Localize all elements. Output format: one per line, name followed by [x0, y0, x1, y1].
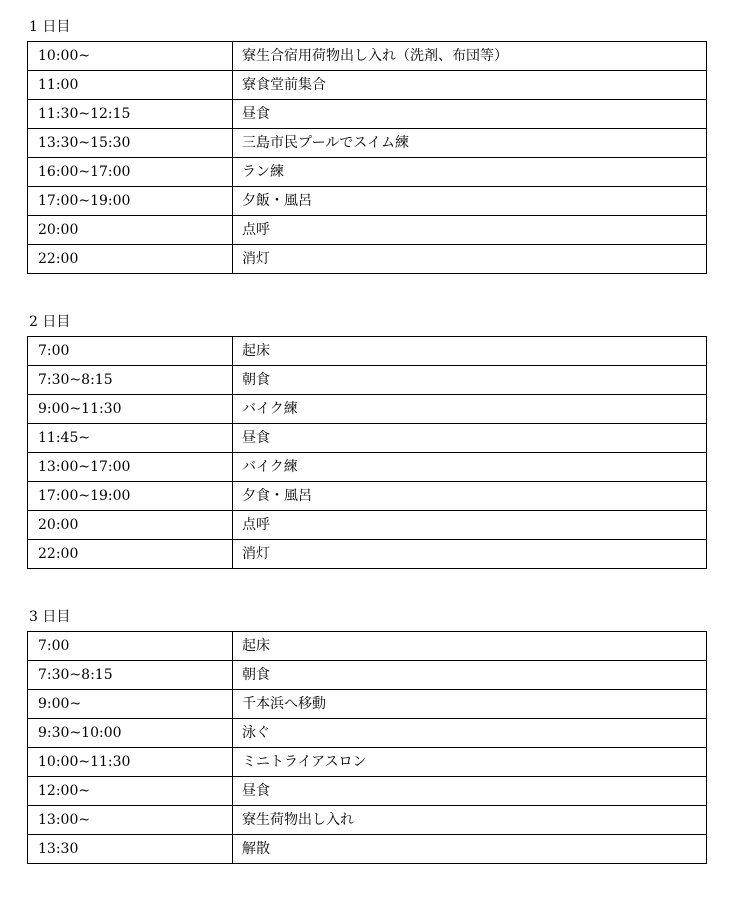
- day-2-schedule-table: [27, 336, 707, 569]
- time-cell: 11:00: [28, 71, 233, 100]
- table-row: [28, 540, 707, 569]
- table-row: [28, 482, 707, 511]
- time-cell: 13:00~: [28, 806, 233, 835]
- activity-cell: 消灯: [233, 245, 707, 274]
- activity-cell: 昼食: [233, 100, 707, 129]
- table-row: [28, 337, 707, 366]
- day-3-heading: 3 日目: [29, 609, 71, 625]
- table-row: [28, 129, 707, 158]
- table-row: [28, 424, 707, 453]
- activity-cell: 夕飯・風呂: [233, 187, 707, 216]
- activity-cell: 点呼: [233, 511, 707, 540]
- time-cell: 7:30~8:15: [28, 366, 233, 395]
- day-2-heading: 2 日目: [29, 314, 71, 330]
- day-1-schedule-table: [27, 41, 707, 274]
- time-cell: 9:00~: [28, 690, 233, 719]
- activity-cell: 朝食: [233, 366, 707, 395]
- table-row: [28, 245, 707, 274]
- activity-cell: 昼食: [233, 777, 707, 806]
- table-row: [28, 187, 707, 216]
- time-cell: 20:00: [28, 216, 233, 245]
- activity-cell: 起床: [233, 337, 707, 366]
- table-row: [28, 719, 707, 748]
- time-cell: 12:00~: [28, 777, 233, 806]
- time-cell: 7:00: [28, 632, 233, 661]
- day-1-heading: 1 日目: [29, 19, 71, 35]
- activity-cell: 起床: [233, 632, 707, 661]
- activity-cell: ミニトライアスロン: [233, 748, 707, 777]
- time-cell: 7:00: [28, 337, 233, 366]
- activity-cell: 夕食・風呂: [233, 482, 707, 511]
- table-row: [28, 216, 707, 245]
- time-cell: 7:30~8:15: [28, 661, 233, 690]
- time-cell: 11:30~12:15: [28, 100, 233, 129]
- table-row: [28, 453, 707, 482]
- time-cell: 16:00~17:00: [28, 158, 233, 187]
- time-cell: 13:30~15:30: [28, 129, 233, 158]
- table-row: [28, 71, 707, 100]
- time-cell: 17:00~19:00: [28, 187, 233, 216]
- table-row: [28, 395, 707, 424]
- table-row: [28, 158, 707, 187]
- time-cell: 10:00~: [28, 42, 233, 71]
- time-cell: 11:45~: [28, 424, 233, 453]
- table-row: [28, 366, 707, 395]
- time-cell: 17:00~19:00: [28, 482, 233, 511]
- time-cell: 10:00~11:30: [28, 748, 233, 777]
- table-row: [28, 632, 707, 661]
- activity-cell: 寮生荷物出し入れ: [233, 806, 707, 835]
- time-cell: 22:00: [28, 540, 233, 569]
- activity-cell: 寮食堂前集合: [233, 71, 707, 100]
- activity-cell: バイク練: [233, 395, 707, 424]
- time-cell: 20:00: [28, 511, 233, 540]
- activity-cell: 消灯: [233, 540, 707, 569]
- activity-cell: ラン練: [233, 158, 707, 187]
- activity-cell: 泳ぐ: [233, 719, 707, 748]
- activity-cell: 千本浜へ移動: [233, 690, 707, 719]
- table-row: [28, 690, 707, 719]
- activity-cell: 解散: [233, 835, 707, 864]
- table-row: [28, 777, 707, 806]
- time-cell: 13:30: [28, 835, 233, 864]
- time-cell: 9:30~10:00: [28, 719, 233, 748]
- table-row: [28, 806, 707, 835]
- table-row: [28, 511, 707, 540]
- table-row: [28, 661, 707, 690]
- activity-cell: 三島市民プールでスイム練: [233, 129, 707, 158]
- activity-cell: 寮生合宿用荷物出し入れ（洗剤、布団等）: [233, 42, 707, 71]
- day-3-schedule-table: [27, 631, 707, 864]
- activity-cell: バイク練: [233, 453, 707, 482]
- time-cell: 22:00: [28, 245, 233, 274]
- table-row: [28, 100, 707, 129]
- activity-cell: 点呼: [233, 216, 707, 245]
- table-row: [28, 42, 707, 71]
- table-row: [28, 748, 707, 777]
- activity-cell: 昼食: [233, 424, 707, 453]
- time-cell: 13:00~17:00: [28, 453, 233, 482]
- time-cell: 9:00~11:30: [28, 395, 233, 424]
- activity-cell: 朝食: [233, 661, 707, 690]
- table-row: [28, 835, 707, 864]
